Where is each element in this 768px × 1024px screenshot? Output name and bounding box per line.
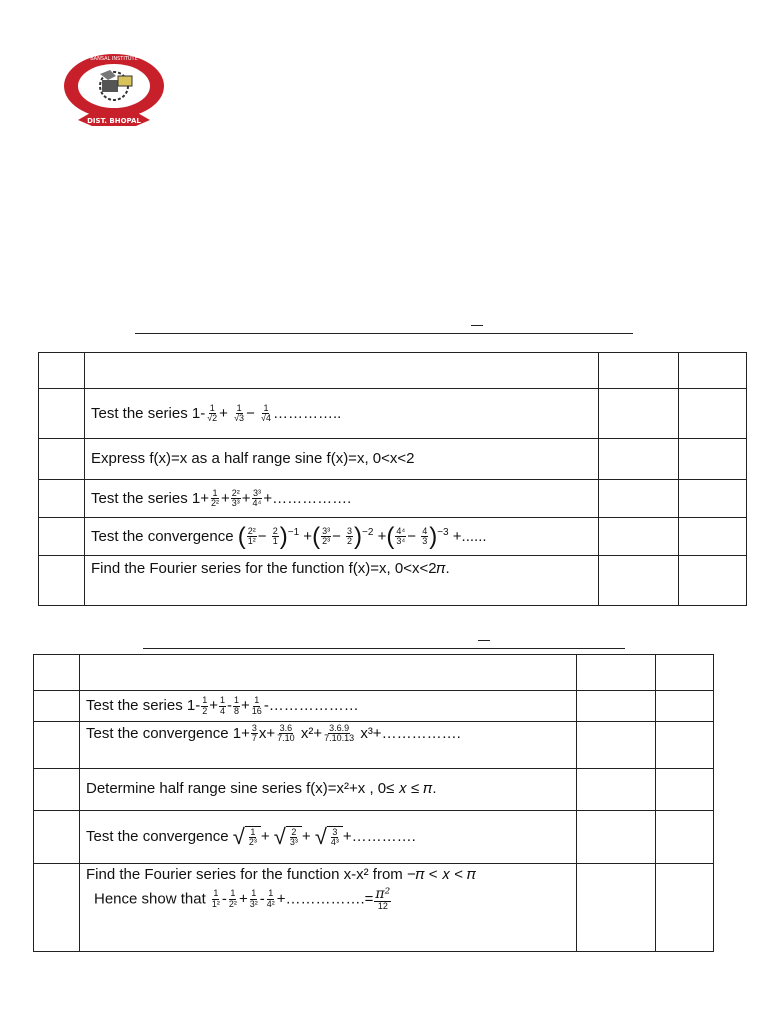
question-a3: Test the series 1+ $\frac{1}{\text{2²}}$ + $\frac{\text{2²}}{\text{3³}}$ + $\frac{\text{3³}}{\text{4⁴}}$ +……………. [85, 480, 599, 518]
section-b-heading-rule [143, 648, 625, 649]
table-row [39, 439, 747, 480]
institute-logo [60, 50, 168, 128]
table-header-row [39, 353, 747, 389]
question-a1: Test the series 1- $\frac{1}{√2}$ + $\frac{1}{√3}$ − $\frac{1}{√4}$ ………….. [85, 389, 599, 439]
section-a-heading-mark [471, 325, 483, 326]
table-row [39, 480, 747, 518]
question-b3: Determine half range sine series f(x)=x²+x , 0≤ 𝑥 ≤ 𝜋. [80, 769, 577, 811]
table-row [39, 518, 747, 556]
svg-text:BANSAL INSTITUTE: BANSAL INSTITUTE [90, 56, 138, 62]
table-row [34, 691, 714, 722]
question-b4: Test the convergence √ 1 2³ + √ 2 3³ + √ 3 4³ +…………. [80, 811, 577, 864]
table-row [34, 769, 714, 811]
section-b-heading-mark [478, 640, 490, 641]
table-row [39, 389, 747, 439]
question-b2: Test the convergence 1+ $\frac{3}{7}$ x+ $\frac{3.6}{7.10}$ x²+ $\frac{3.6.9}{7.10.13}$ x³+……………. [80, 722, 577, 769]
question-a5: Find the Fourier series for the function f(x)=x, 0<x<2𝜋. [85, 556, 599, 606]
table-row [34, 864, 714, 952]
section-b-table [33, 654, 714, 952]
table-header-row [34, 655, 714, 691]
section-a-heading-rule [135, 333, 633, 334]
question-a4: Test the convergence ( $\frac{\text{2²}}{\text{1²}}$ − $\frac{2}{1}$ )$^{-1}$ +( $\frac{\text{3³}}{\text{2³}}$ − $\frac{3}{2}$ )$^{-2}$ +( $\frac{\text{4⁴}}{\text{3⁴}}$ − $\frac{4}{3}$ )$^{-3}$ +...... [85, 518, 599, 556]
question-a2: Express f(x)=x as a half range sine f(x)=x, 0<x<2 [85, 439, 599, 480]
section-a-table [38, 352, 747, 606]
table-row [34, 722, 714, 769]
question-b1: Test the series 1- $\frac{1}{2}$ + $\frac{1}{4}$ - $\frac{1}{8}$ + $\frac{1}{16}$ -……………… [80, 691, 577, 722]
question-b5 [80, 864, 577, 952]
question-b5-line1: Find the Fourier series for the function x-x² from −𝜋 < 𝑥 < 𝜋 [86, 866, 477, 883]
table-row [39, 556, 747, 606]
table-row [34, 811, 714, 864]
question-b5-line2: Hence show that $\frac{1}{\text{1²}}$ - $\frac{1}{\text{2²}}$ + $\frac{1}{\text{3²}}$ - $\frac{1}{\text{4²}}$ +…………….= π² 12 [94, 885, 391, 912]
svg-text:DIST. BHOPAL: DIST. BHOPAL [87, 117, 141, 125]
